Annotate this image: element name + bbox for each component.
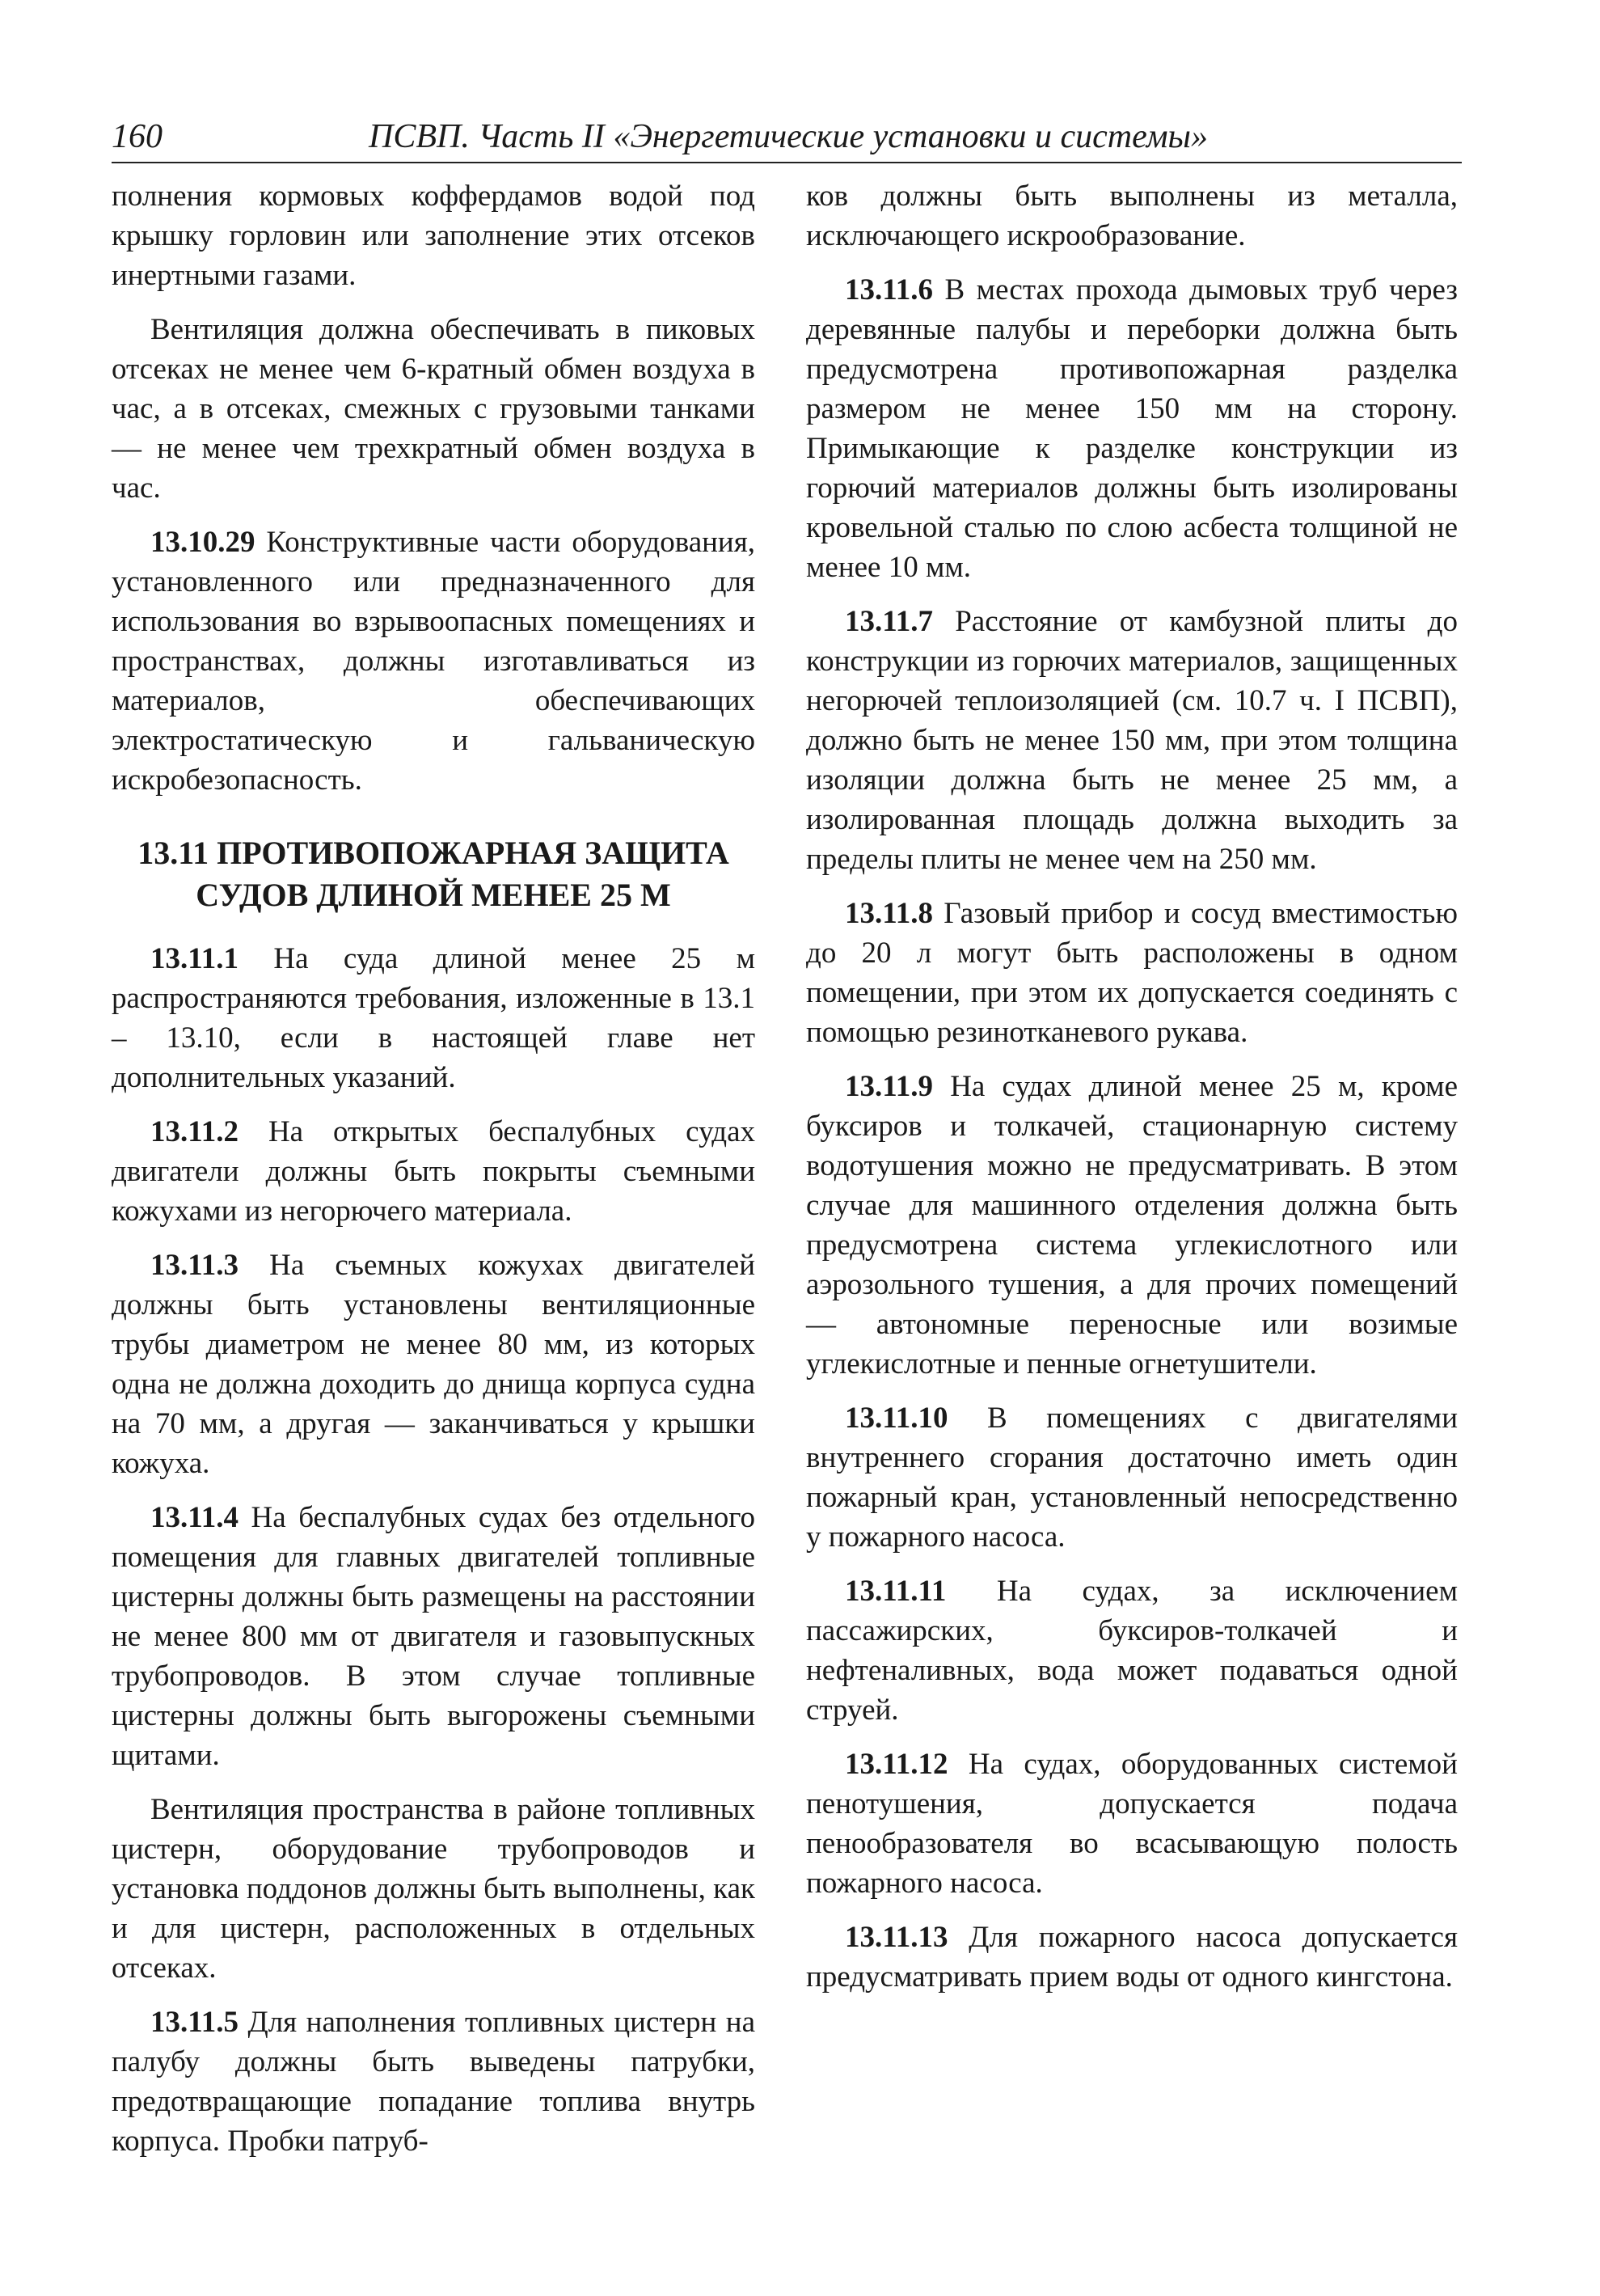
paragraph-text: ков должны быть выполнены из металла, исключающего искрообразование.: [806, 180, 1458, 252]
paragraph-text: Вентиляция пространства в районе топливных цистерн, оборудование трубопроводов и установка поддонов должны быть выполнены, как и для цистерн, расположенных в отдельных отсеках.: [112, 1793, 755, 1985]
clause-13-11-2: [112, 1112, 755, 1231]
clause-13-11-7: [806, 602, 1458, 879]
clause-number: 13.11.12: [845, 1748, 948, 1781]
clause-13-11-13: [806, 1918, 1458, 1997]
clause-number: 13.11.3: [150, 1249, 239, 1282]
page-number: 160: [112, 118, 163, 155]
paragraph: [112, 310, 755, 508]
clause-number: 13.11.11: [845, 1575, 947, 1608]
clause-number: 13.11.1: [150, 942, 239, 975]
clause-text: На беспалубных судах без отдельного помещения для главных двигателей топливные цистерны должны быть размещены на расстоянии не менее 800 мм от двигателя и газовыпускных трубопроводов. В этом случае топливные цистерны должны быть выгорожены съемными щитами.: [112, 1501, 755, 1772]
clause-text: На судах, за исключением пассажирских, буксиров-толкачей и нефтеналивных, вода может подаваться одной струей.: [806, 1575, 1458, 1727]
paragraph-text: Вентиляция должна обеспечивать в пиковых отсеках не менее чем 6-кратный обмен воздуха в час, а в отсеках, смежных с грузовыми танками — не менее чем трехкратный обмен воздуха в час.: [112, 313, 755, 505]
clause-number: 13.11.10: [845, 1402, 948, 1435]
clause-text: Для пожарного насоса допускается предусматривать прием воды от одного кингстона.: [806, 1921, 1458, 1994]
clause-number: 13.11.9: [845, 1070, 933, 1103]
clause-number: 13.11.5: [150, 2006, 239, 2039]
clause-13-11-5: [112, 2002, 755, 2161]
clause-number: 13.11.8: [845, 897, 933, 930]
paragraph: [112, 1790, 755, 1988]
clause-13-11-1: [112, 939, 755, 1097]
clause-13-11-11: [806, 1571, 1458, 1730]
clause-13-10-29: [112, 522, 755, 800]
clause-text: В местах прохода дымовых труб через деревянные палубы и переборки должна быть предусмотрена противопожарная разделка размером не менее 150 мм на сторону. Примыкающие к разделке конструкции из горючий материалов должны быть изолированы кровельной сталью по слою асбеста толщиной не менее 10 мм.: [806, 273, 1458, 584]
clause-text: На судах, оборудованных системой пенотушения, допускается подача пенообразователя во всасывающую полость пожарного насоса.: [806, 1748, 1458, 1900]
running-title: ПСВП. Часть II «Энергетические установки и системы»: [369, 118, 1208, 155]
clause-13-11-3: [112, 1245, 755, 1483]
clause-text: На судах длиной менее 25 м, кроме буксиров и толкачей, стационарную систему водотушения можно не предусматривать. В этом случае для машинного отделения должна быть предусмотрена система углекислотного или аэрозольного тушения, а для прочих помещений — автономные переносные или возимые углекислотные и пенные огнетушители.: [806, 1070, 1458, 1381]
page-header: [112, 112, 1462, 163]
clause-number: 13.11.13: [845, 1921, 948, 1954]
clause-text: На суда длиной менее 25 м распространяются требования, изложенные в 13.1 – 13.10, если в настоящей главе нет дополнительных указаний.: [112, 942, 755, 1094]
paragraph-text: полнения кормовых коффердамов водой под крышку горловин или заполнение этих отсеков инертными газами.: [112, 180, 755, 292]
clause-13-11-4: [112, 1498, 755, 1775]
clause-number: 13.11.2: [150, 1115, 239, 1148]
section-heading-line: 13.11 ПРОТИВОПОЖАРНАЯ ЗАЩИТА: [137, 835, 729, 871]
clause-13-11-6: [806, 270, 1458, 587]
clause-text: Для наполнения топливных цистерн на палубу должны быть выведены патрубки, предотвращающие попадание топлива внутрь корпуса. Пробки патруб-: [112, 2006, 755, 2158]
clause-13-11-12: [806, 1744, 1458, 1903]
clause-text: Конструктивные части оборудования, установленного или предназначенного для использования во взрывоопасных помещениях и пространствах, должны изготавливаться из материалов, обеспечивающих электростатическую и гальваническую искробезопасность.: [112, 526, 755, 797]
right-column: [806, 176, 1458, 2011]
section-heading-line: СУДОВ ДЛИНОЙ МЕНЕЕ 25 М: [196, 877, 671, 913]
clause-number: 13.11.4: [150, 1501, 239, 1534]
clause-13-11-10: [806, 1398, 1458, 1557]
clause-number: 13.10.29: [150, 526, 255, 559]
paragraph: [806, 176, 1458, 256]
left-column: [112, 176, 755, 2175]
clause-13-11-8: [806, 894, 1458, 1052]
clause-text: На съемных кожухах двигателей должны быть установлены вентиляционные трубы диаметром не менее 80 мм, из которых одна не должна доходить до днища корпуса судна на 70 мм, а другая — заканчиваться у крышки кожуха.: [112, 1249, 755, 1480]
clause-number: 13.11.7: [845, 605, 933, 638]
clause-text: В помещениях с двигателями внутреннего сгорания достаточно иметь один пожарный кран, установленный непосредственно у пожарного насоса.: [806, 1402, 1458, 1554]
clause-text: На открытых беспалубных судах двигатели должны быть покрыты съемными кожухами из негорючего материала.: [112, 1115, 755, 1228]
clause-text: Расстояние от камбузной плиты до конструкции из горючих материалов, защищенных негорючей теплоизоляцией (см. 10.7 ч. I ПСВП), должно быть не менее 150 мм, при этом толщина изоляции должна быть не менее 25 мм, а изолированная площадь должна выходить за пределы плиты не менее чем на 250 мм.: [806, 605, 1458, 876]
clause-number: 13.11.6: [845, 273, 933, 307]
clause-text: Газовый прибор и сосуд вместимостью до 20 л могут быть расположены в одном помещении, при этом их допускается соединять с помощью резинотканевого рукава.: [806, 897, 1458, 1049]
paragraph: [112, 176, 755, 295]
section-heading: [112, 832, 755, 916]
clause-13-11-9: [806, 1067, 1458, 1384]
